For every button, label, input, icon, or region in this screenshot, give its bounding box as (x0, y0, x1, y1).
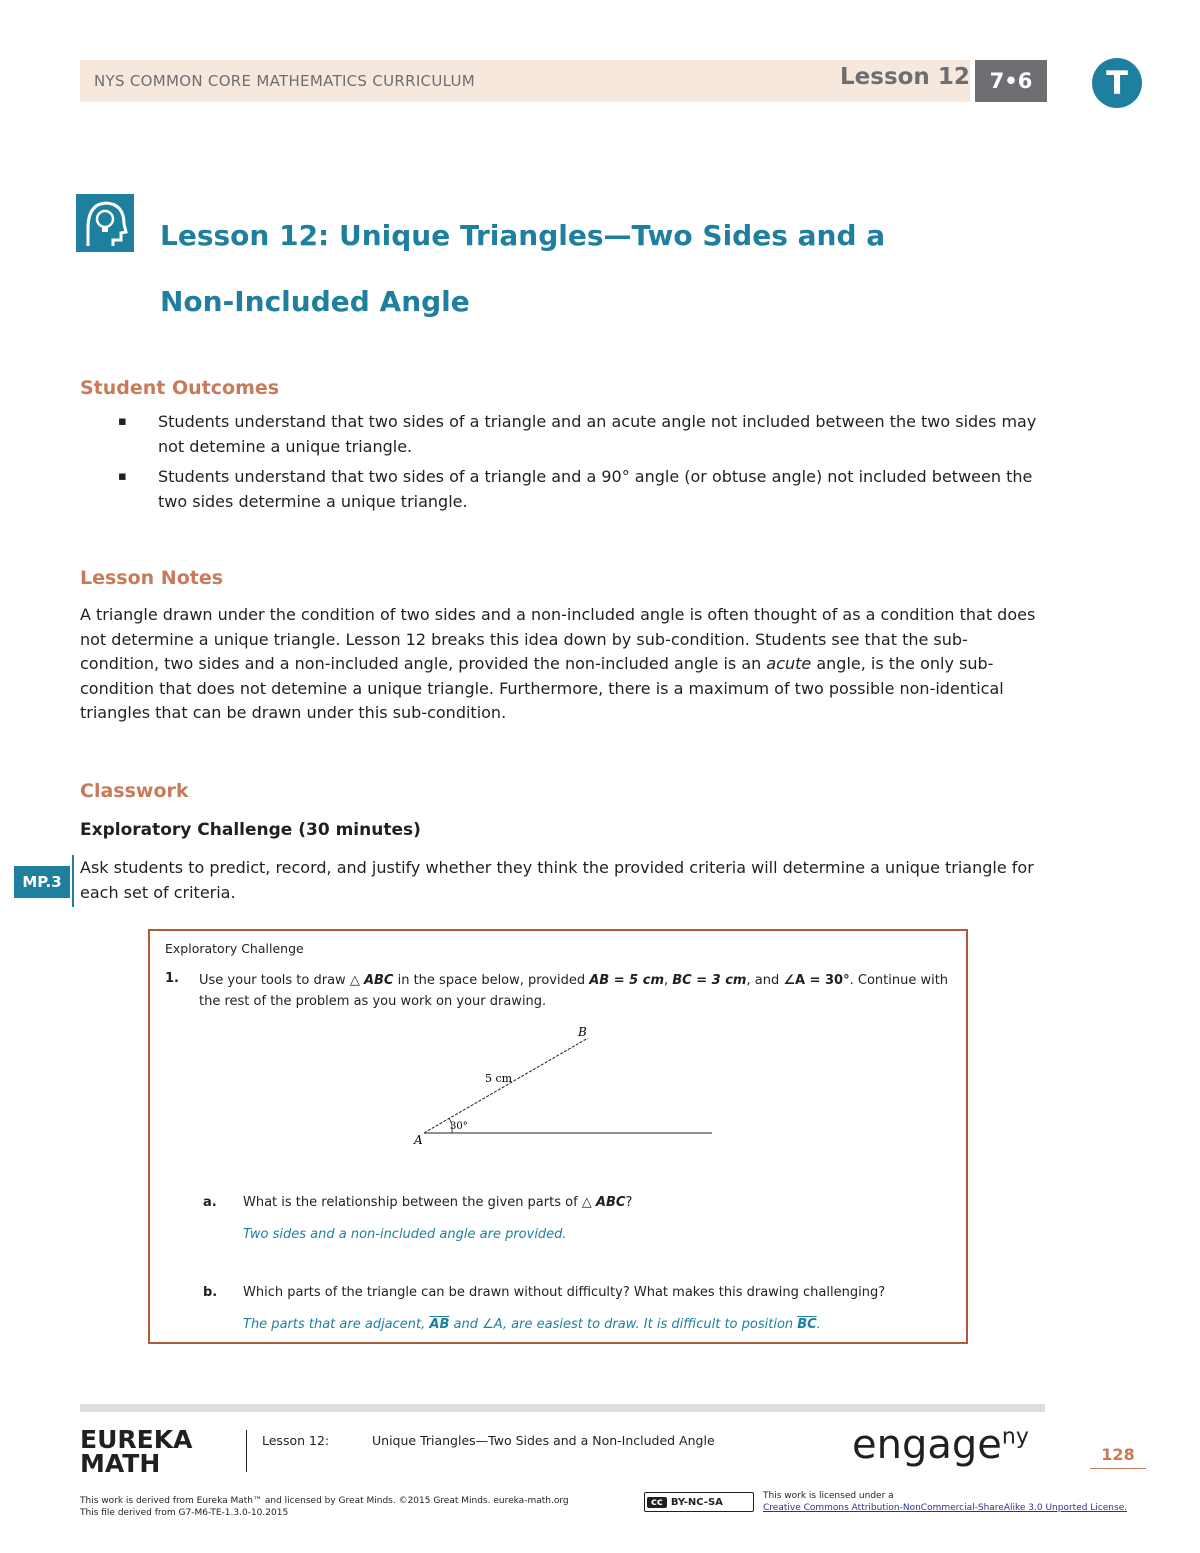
emphasis-acute: acute (766, 654, 812, 673)
part-b-answer: The parts that are adjacent, $\overline{AB}$ and ∠A, are easiest to draw. It is difficult to position $\overline{BC}$. (243, 1317, 821, 1332)
mp-tag: MP.3 (14, 866, 70, 898)
lesson-notes-heading: Lesson Notes (80, 567, 224, 589)
lesson-title-line1: Lesson 12: Unique Triangles—Two Sides and a (160, 219, 886, 252)
part-b-label: b. (203, 1285, 218, 1300)
grade-module-badge: 7•6 (975, 60, 1047, 102)
classwork-instruction: Ask students to predict, record, and justify whether they think the provided criteria will determine a unique triangle for each set of criteria. (80, 858, 1034, 902)
list-item: ▪ Students understand that two sides of a triangle and a 90° angle (or obtuse angle) not included between the two sides determine a unique triangle. (110, 465, 1040, 514)
question-number: 1. (165, 971, 179, 986)
footer-separator (246, 1430, 247, 1472)
engageny-logo: engage$^{ny}$ (852, 1422, 1029, 1468)
part-b-question: Which parts of the triangle can be drawn without difficulty? What makes this drawing challenging? (243, 1285, 886, 1300)
footer-credit: This work is derived from Eureka Math™ and licensed by Great Minds. ©2015 Great Minds. eureka-math.org This file derived from G7-M6-TE-1.3.0-10.2015 (80, 1496, 569, 1518)
license-text: This work is licensed under a Creative Commons Attribution-NonCommercial-ShareAlike 3.0 Unported License. (763, 1491, 1128, 1513)
footer-rule (80, 1404, 1045, 1412)
lightbulb-icon (76, 194, 134, 252)
vertex-a-label: A (414, 1133, 423, 1147)
footer-lesson-title: Unique Triangles—Two Sides and a Non-Included Angle (372, 1433, 715, 1448)
cc-license-badge: cc BY-NC-SA (644, 1492, 754, 1512)
eureka-math-logo: EUREKA MATH (80, 1425, 193, 1478)
classwork-heading: Classwork (80, 780, 189, 802)
license-link[interactable]: Creative Commons Attribution-NonCommercial-ShareAlike 3.0 Unported License. (763, 1503, 1128, 1513)
footer-lesson: Lesson 12: (262, 1433, 330, 1448)
side-length-label: 5 cm (485, 1072, 513, 1085)
side-ab (424, 1038, 588, 1133)
part-a-label: a. (203, 1195, 217, 1210)
lesson-title-line2: Non-Included Angle (160, 285, 470, 318)
box-label: Exploratory Challenge (165, 941, 304, 956)
vertex-b-label: B (578, 1025, 587, 1039)
header-lesson: Lesson 12 (840, 64, 970, 90)
student-outcomes-heading: Student Outcomes (80, 377, 280, 399)
question-1-text: Use your tools to draw △ ABC in the space below, provided AB = 5 cm, BC = 3 cm, and ∠A = 30°. Continue with the rest of the problem as you work on your drawing. (199, 973, 949, 1009)
curriculum-name: NYS COMMON CORE MATHEMATICS CURRICULUM (94, 72, 476, 90)
page-number: 128 (1090, 1445, 1146, 1469)
lesson-notes-text: A triangle drawn under the condition of two sides and a non-included angle is often thought of as a condition that does not determine a unique triangle. Lesson 12 breaks this idea down by sub-condition. Students see that the sub-condition, two sides and a non-included angle, provided the non-included angle is an acute angle, is the only sub-condition that does not detemine a unique triangle. Furthermore, there is a maximum of two possible non-identical triangles that can be drawn under this sub-condition. (80, 605, 1036, 722)
list-item: ▪ Students understand that two sides of a triangle and an acute angle not included between the two sides may not detemine a unique triangle. (110, 410, 1040, 459)
student-outcomes-list (110, 410, 1040, 520)
part-a-answer: Two sides and a non-included angle are provided. (243, 1227, 567, 1242)
lesson-title (160, 203, 1060, 335)
triangle-diagram (400, 1020, 730, 1150)
teacher-badge: T (1092, 58, 1142, 108)
part-a-question: What is the relationship between the given parts of △ ABC? (243, 1195, 633, 1210)
mp-divider (72, 855, 74, 907)
angle-label: 30° (450, 1121, 468, 1132)
exploratory-challenge-heading: Exploratory Challenge (30 minutes) (80, 820, 421, 840)
